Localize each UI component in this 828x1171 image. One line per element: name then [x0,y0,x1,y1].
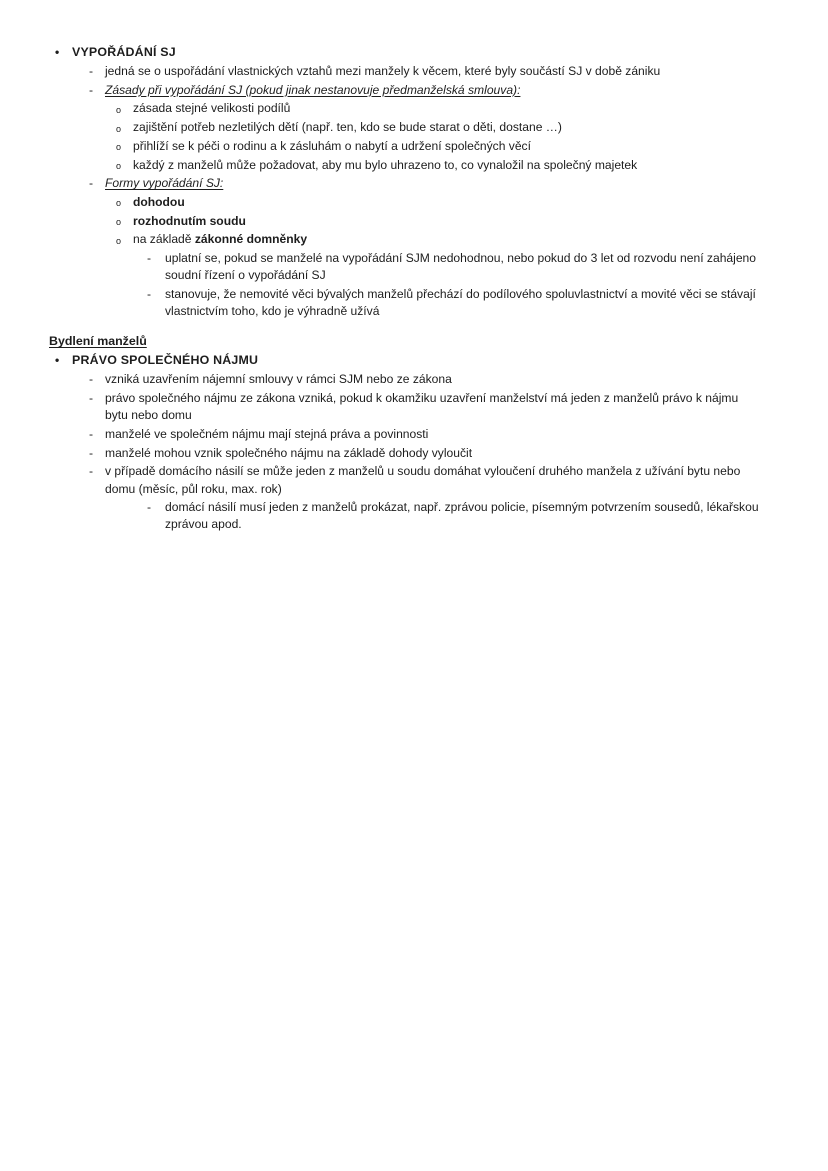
dash-marker-icon: - [147,251,152,266]
dash-marker-icon: - [89,82,94,97]
circle-marker-icon: o [116,123,122,134]
list-item [0,499,828,533]
list-item-label: rozhodnutím soudu [133,213,246,228]
list-item-label: v případě domácího násilí se může jeden z manželů u soudu domáhat vyloučení druhého manžela z užívání bytu nebo domu (měsíc, půl roku, max. rok) [105,464,741,496]
dash-marker-icon: - [89,445,94,460]
document-body [0,44,828,535]
list-item [0,445,828,462]
dash-marker-icon: - [89,372,94,387]
list-item [0,213,828,230]
list-item [0,157,828,174]
list-item-label [133,231,763,248]
bullet-marker-icon: • [55,45,60,59]
list-item [0,250,828,284]
list-item-label: přihlíží se k péči o rodinu a k zásluhám o nabytí a udržení společných věcí [133,138,531,153]
circle-marker-icon: o [116,235,122,246]
list-item [0,286,828,320]
list-item [0,138,828,155]
section-heading: Bydlení manželů [49,334,147,349]
list-item [0,352,828,369]
list-item-label: jedná se o uspořádání vlastnických vztahů mezi manžely k věcem, které byly součástí SJ v době zániku [105,64,661,78]
list-item-label: dohodou [133,194,185,209]
list-item-label: VYPOŘÁDÁNÍ SJ [72,45,176,59]
list-item [0,100,828,117]
list-item-label: každý z manželů může požadovat, aby mu bylo uhrazeno to, co vynaložil na společný majetek [133,157,638,172]
list-item-label: zajištění potřeb nezletilých dětí (např. ten, kdo se bude starat o děti, dostane …) [133,120,562,135]
list-item [0,175,828,192]
dash-marker-icon: - [89,464,94,479]
list-item [0,390,828,424]
list-item-label: stanovuje, že nemovité věci bývalých manželů přechází do podílového spoluvlastnictví a movité věci se stávají vlastnictvím toho, kdo je výhradně užívá [165,286,756,319]
dash-marker-icon: - [89,64,94,78]
dash-marker-icon: - [89,391,94,406]
circle-marker-icon: o [116,104,122,115]
list-item [0,194,828,211]
circle-marker-icon: o [116,161,122,172]
circle-marker-icon: o [116,142,122,153]
list-item-label: manželé mohou vznik společného nájmu na základě dohody vyloučit [105,445,473,460]
list-item [0,44,828,61]
list-item-label-plain: na základě [133,232,195,247]
list-item-label: PRÁVO SPOLEČNÉHO NÁJMU [72,353,259,368]
list-item-label: uplatní se, pokud se manželé na vypořádání SJM nedohodnou, nebo pokud do 3 let od rozvodu není zahájeno soudní řízení o vypořádání SJ [165,251,757,283]
list-item-label: domácí násilí musí jeden z manželů prokázat, např. zprávou policie, písemným potvrzením sousedů, lékařskou zprávou apod. [165,500,759,532]
list-item-label: Zásady při vypořádání SJ (pokud jinak nestanovuje předmanželská smlouva): [105,82,521,97]
dash-marker-icon: - [147,500,152,515]
list-item [0,231,828,248]
list-item [0,371,828,388]
dash-marker-icon: - [89,426,94,441]
list-item-label: manželé ve společném nájmu mají stejná práva a povinnosti [105,426,429,441]
bullet-marker-icon: • [55,353,60,368]
list-item [0,119,828,136]
circle-marker-icon: o [116,198,122,209]
list-item [0,82,828,99]
list-item [0,426,828,443]
list-item [0,63,828,80]
dash-marker-icon: - [147,286,152,301]
list-item-label: vzniká uzavřením nájemní smlouvy v rámci SJM nebo ze zákona [105,372,452,387]
list-item-label: zásada stejné velikosti podílů [133,101,291,116]
list-item-label: právo společného nájmu ze zákona vzniká, pokud k okamžiku uzavření manželství má jeden z manželů právo k nájmu bytu nebo domu [105,391,739,423]
dash-marker-icon: - [89,176,94,191]
list-item [0,463,828,497]
list-item-label: Formy vypořádání SJ: [105,176,224,191]
list-item-label-emphasis: zákonné domněnky [194,232,308,247]
circle-marker-icon: o [116,217,122,228]
